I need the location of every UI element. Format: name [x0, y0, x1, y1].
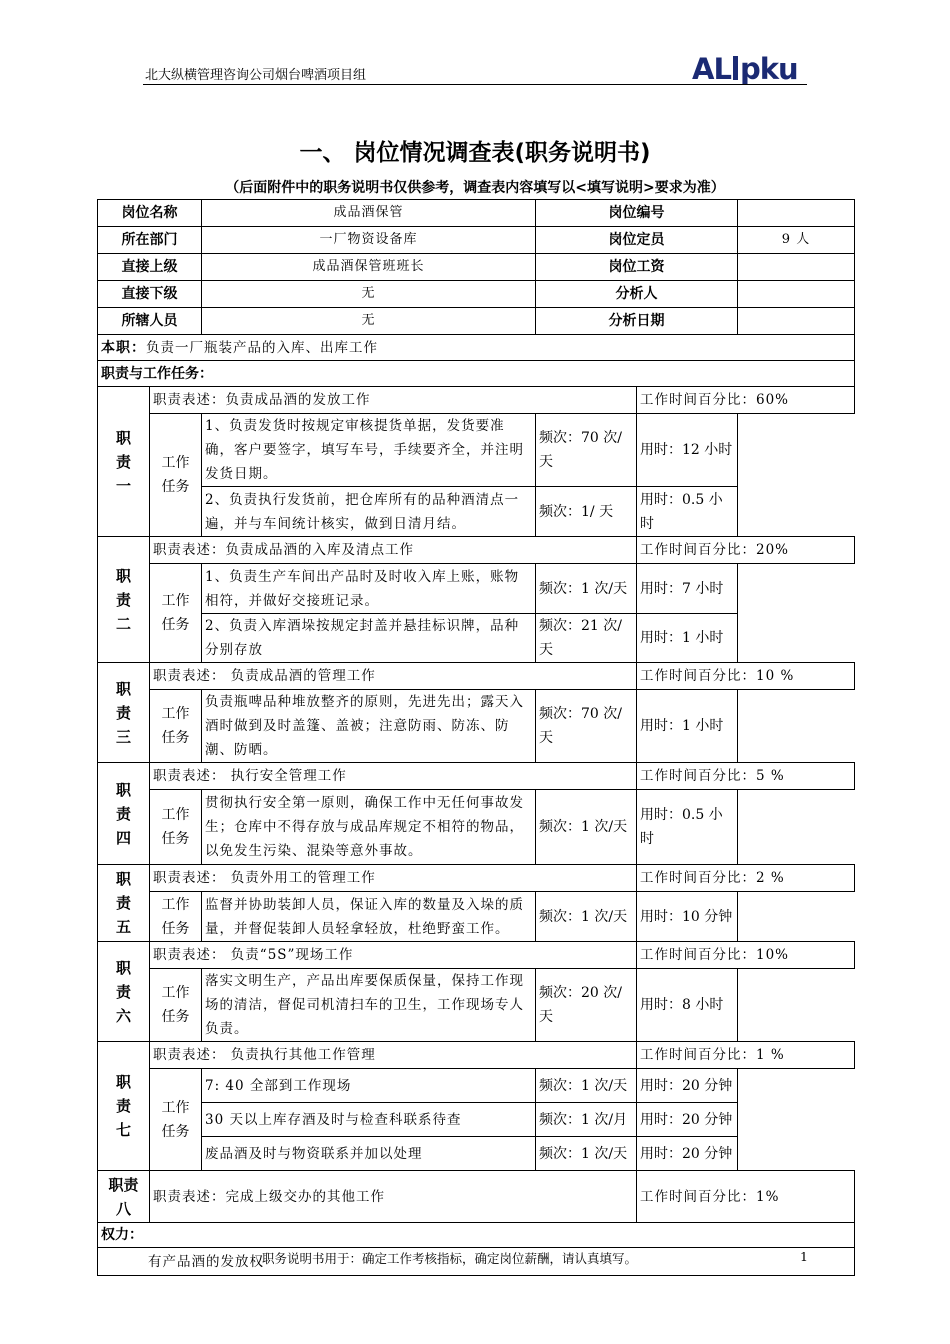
info-value: 成品酒保管: [202, 200, 536, 227]
task-time: 用时：10 分钟: [637, 892, 738, 942]
task-frequency: 频次：70 次/天: [536, 690, 637, 763]
info-value: [738, 254, 855, 281]
info-value: [738, 308, 855, 335]
info-value: 一厂物资设备库: [202, 227, 536, 254]
duty-name-char: 六: [115, 1006, 131, 1025]
task-label-char: 任务: [161, 920, 190, 937]
task-text: 2、负责入库酒垛按规定封盖并悬挂标识牌，品种分别存放: [202, 614, 536, 663]
task-time: 用时：1 小时: [637, 614, 738, 663]
duty-name: [98, 942, 150, 1042]
task-label-char: 任务: [161, 730, 190, 746]
duty-name-char: 七: [115, 1121, 131, 1139]
main-duty-text: 负责一厂瓶装产品的入库、出库工作: [146, 339, 378, 356]
duty-time-percent: 工作时间百分比：10 %: [637, 663, 855, 690]
task-time: 用时：20 分钟: [637, 1137, 738, 1171]
task-label-char: 工作: [161, 896, 190, 913]
duty-name-char: 责: [115, 452, 131, 471]
task-text: 1、负责生产车间出产品时及时收入库上账，账物相符，并做好交接班记录。: [202, 564, 536, 614]
info-label: 所在部门: [98, 227, 202, 254]
duty-name-char: 职: [115, 870, 131, 888]
duty-name-char: 职: [115, 1073, 131, 1091]
task-label-char: 任务: [161, 1123, 190, 1140]
duty-name: [98, 537, 150, 663]
duty-name-char: 责: [115, 982, 131, 1001]
main-duty-row: [98, 335, 855, 361]
info-label: 直接上级: [98, 254, 202, 281]
task-time: 用时：12 小时: [637, 414, 738, 487]
task-text: 落实文明生产，产品出库要保质保量，保持工作现场的清洁，督促司机清扫车的卫生，工作现场专人负责。: [202, 969, 536, 1042]
duty-name: [98, 865, 150, 942]
task-label: [150, 414, 202, 537]
info-value: 无: [202, 281, 536, 308]
task-frequency: 频次：1 次/月: [536, 1103, 637, 1137]
info-label: 分析人: [536, 281, 738, 308]
task-frequency: 频次：1 次/天: [536, 1069, 637, 1103]
duty-name: [98, 387, 150, 537]
task-time: 用时：7 小时: [637, 564, 738, 614]
task-label-char: 工作: [161, 807, 190, 823]
duty-description: 职责表述：负责成品酒的发放工作: [150, 387, 637, 414]
task-label-char: 工作: [161, 985, 190, 1001]
duty-name-char: 职: [115, 428, 131, 447]
duty-name-char: 职: [115, 780, 131, 799]
task-label-char: 工作: [161, 706, 190, 722]
info-value: [738, 281, 855, 308]
info-value: [738, 200, 855, 227]
info-label: 岗位定员: [536, 227, 738, 254]
duty-name-char: 八: [115, 1199, 131, 1218]
task-time: 用时：20 分钟: [637, 1103, 738, 1137]
power-text: 有产品酒的发放权: [98, 1248, 855, 1276]
task-label-char: 工作: [161, 455, 190, 471]
info-label: 岗位编号: [536, 200, 738, 227]
duty-name-char: 职责: [108, 1175, 139, 1194]
task-time: 用时：8 小时: [637, 969, 738, 1042]
duty-name: [98, 763, 150, 865]
duty-time-percent: 工作时间百分比：1%: [637, 1171, 855, 1223]
duty-description: 职责表述： 负责成品酒的管理工作: [150, 663, 637, 690]
duty-description: 职责表述：完成上级交办的其他工作: [150, 1171, 637, 1223]
task-label-char: 任务: [161, 617, 190, 633]
duty-name: [98, 663, 150, 763]
task-frequency: 频次：1 次/天: [536, 790, 637, 865]
info-label: 直接下级: [98, 281, 202, 308]
duty-name-char: 责: [115, 1097, 131, 1115]
duty-description: 职责表述： 负责执行其他工作管理: [150, 1042, 637, 1069]
task-text: 负责瓶啤品种堆放整齐的原则，先进先出；露天入酒时做到及时盖篷、盖被；注意防雨、防冻、防潮、防晒。: [202, 690, 536, 763]
header-divider: [143, 84, 807, 85]
duty-name-char: 五: [115, 918, 131, 936]
task-text: 7: 40 全部到工作现场: [202, 1069, 536, 1103]
duty-name-char: 职: [115, 679, 131, 698]
duty-name-char: 责: [115, 894, 131, 912]
company-logo: AL pku: [692, 52, 798, 86]
duty-name-char: 职: [115, 958, 131, 977]
duty-time-percent: 工作时间百分比：5 %: [637, 763, 855, 790]
task-label-char: 工作: [161, 1099, 190, 1116]
task-text: 监督并协助装卸人员，保证入库的数量及入垛的质量，并督促装卸人员轻拿轻放，杜绝野蛮工作。: [202, 892, 536, 942]
info-label: 分析日期: [536, 308, 738, 335]
task-text: 贯彻执行安全第一原则，确保工作中无任何事故发生；仓库中不得存放与成品库规定不相符的物品，以免发生污染、混染等意外事故。: [202, 790, 536, 865]
duty-name: [98, 1171, 150, 1223]
task-label-char: 任务: [161, 479, 190, 495]
duty-time-percent: 工作时间百分比：2 %: [637, 865, 855, 892]
task-label: [150, 790, 202, 865]
header-org: 北大纵横管理咨询公司烟台啤酒项目组: [145, 68, 367, 83]
task-frequency: 频次：70 次/天: [536, 414, 637, 487]
duties-heading: 职责与工作任务：: [98, 361, 855, 387]
duty-name-char: 三: [115, 727, 131, 746]
task-label-char: 任务: [161, 1009, 190, 1025]
task-frequency: 频次：20 次/天: [536, 969, 637, 1042]
task-label-char: 工作: [161, 593, 190, 609]
task-time: 用时：0.5 小时: [637, 790, 738, 865]
info-value: 无: [202, 308, 536, 335]
job-description-table: [97, 199, 855, 1276]
duty-time-percent: 工作时间百分比：60%: [637, 387, 855, 414]
info-value: 成品酒保管班班长: [202, 254, 536, 281]
page-subtitle: （后面附件中的职务说明书仅供参考，调查表内容填写以<填写说明>要求为准）: [225, 180, 725, 196]
page-title: 一、 岗位情况调查表(职务说明书): [299, 140, 651, 166]
task-label: [150, 969, 202, 1042]
duty-name-char: 职: [115, 566, 131, 585]
duty-time-percent: 工作时间百分比：1 %: [637, 1042, 855, 1069]
duty-name-char: 二: [115, 614, 131, 633]
task-time: 用时：1 小时: [637, 690, 738, 763]
power-heading: 权力：: [98, 1223, 855, 1248]
duty-name-char: 责: [115, 804, 131, 823]
task-text: 30 天以上库存酒及时与检查科联系待查: [202, 1103, 536, 1137]
task-label: [150, 1069, 202, 1171]
duty-description: 职责表述： 负责“5S”现场工作: [150, 942, 637, 969]
duty-name-char: 四: [115, 828, 131, 847]
duty-name-char: 责: [115, 590, 131, 609]
task-label: [150, 690, 202, 763]
duty-time-percent: 工作时间百分比：10%: [637, 942, 855, 969]
task-frequency: 频次：1 次/天: [536, 564, 637, 614]
task-text: 2、负责执行发货前，把仓库所有的品种酒清点一遍，并与车间统计核实，做到日清月结。: [202, 487, 536, 537]
duty-description: 职责表述： 负责外用工的管理工作: [150, 865, 637, 892]
task-time: 用时：0.5 小时: [637, 487, 738, 537]
info-label: 所辖人员: [98, 308, 202, 335]
duty-name-char: 责: [115, 703, 131, 722]
task-label: [150, 564, 202, 663]
task-label-char: 任务: [161, 831, 190, 847]
task-frequency: 频次：1/ 天: [536, 487, 637, 537]
task-text: 1、负责发货时按规定审核提货单据，发货要准确，客户要签字，填写车号，手续要齐全，并注明发货日期。: [202, 414, 536, 487]
footer-note: 职务说明书用于：确定工作考核指标，确定岗位薪酬，请认真填写。: [262, 1251, 638, 1266]
task-frequency: 频次：21 次/天: [536, 614, 637, 663]
info-label: 岗位工资: [536, 254, 738, 281]
info-label: 岗位名称: [98, 200, 202, 227]
task-frequency: 频次：1 次/天: [536, 892, 637, 942]
page-number: 1: [800, 1249, 808, 1264]
duty-description: 职责表述：负责成品酒的入库及清点工作: [150, 537, 637, 564]
task-label: [150, 892, 202, 942]
task-frequency: 频次：1 次/天: [536, 1137, 637, 1171]
duty-name-char: 一: [115, 476, 131, 495]
duty-time-percent: 工作时间百分比：20%: [637, 537, 855, 564]
task-text: 废品酒及时与物资联系并加以处理: [202, 1137, 536, 1171]
task-time: 用时：20 分钟: [637, 1069, 738, 1103]
duty-description: 职责表述： 执行安全管理工作: [150, 763, 637, 790]
info-value: 9 人: [738, 227, 855, 254]
duty-name: [98, 1042, 150, 1171]
main-duty-label: 本职：: [101, 339, 146, 356]
